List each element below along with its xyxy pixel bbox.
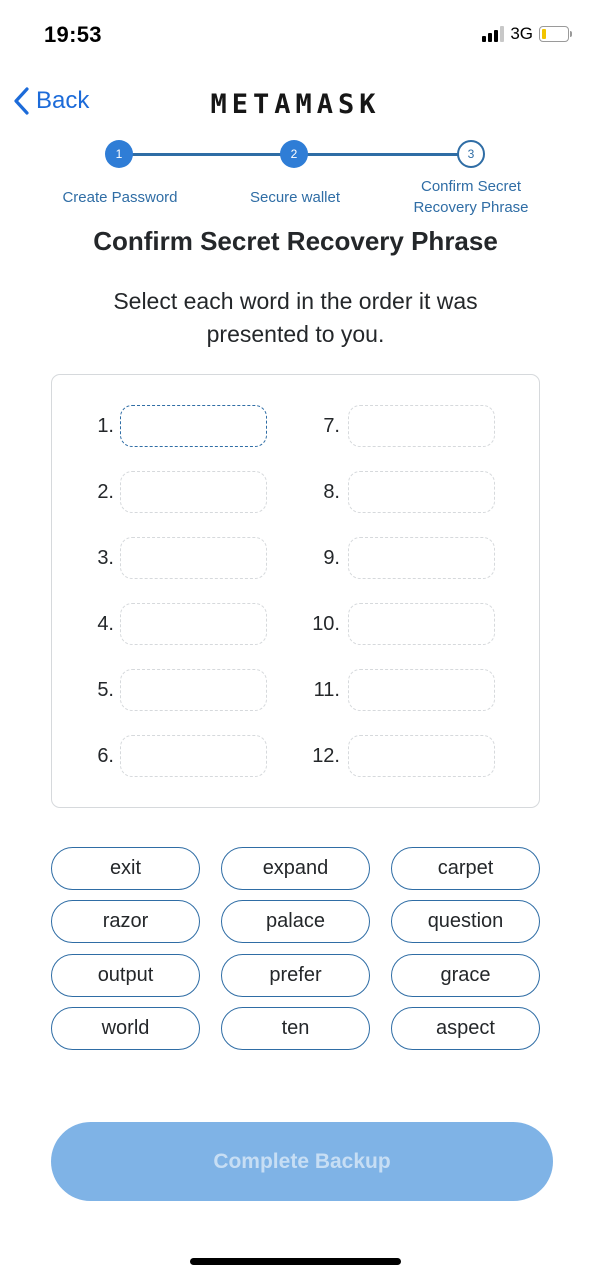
- slot-field[interactable]: [120, 735, 267, 777]
- slot-field[interactable]: [120, 603, 267, 645]
- word-chip[interactable]: expand: [221, 847, 370, 890]
- status-indicators: [482, 24, 569, 44]
- slot-field[interactable]: [120, 537, 267, 579]
- back-label: Back: [36, 87, 90, 114]
- slot-field[interactable]: [120, 471, 267, 513]
- slot-field[interactable]: [348, 603, 495, 645]
- slot-field[interactable]: [348, 669, 495, 711]
- slot-number: 12.: [312, 744, 340, 767]
- slot-field[interactable]: [348, 471, 495, 513]
- slot-field[interactable]: [120, 669, 267, 711]
- word-chip[interactable]: aspect: [391, 1007, 540, 1050]
- step-1-label: Create Password: [62, 189, 178, 206]
- slot-number: 5.: [97, 678, 114, 701]
- signal-icon: [482, 26, 504, 42]
- slot-number: 4.: [97, 612, 114, 635]
- phrase-slot-4[interactable]: [72, 603, 302, 645]
- step-connector: [118, 153, 298, 156]
- complete-backup-button[interactable]: Complete Backup: [51, 1122, 553, 1201]
- word-chip[interactable]: grace: [391, 954, 540, 997]
- phrase-slot-2[interactable]: [72, 471, 302, 513]
- step-connector: [293, 153, 473, 156]
- phrase-slot-6[interactable]: [72, 735, 302, 777]
- slot-field[interactable]: [348, 537, 495, 579]
- metamask-logo: METAMASK: [210, 89, 381, 120]
- slot-field[interactable]: [348, 405, 495, 447]
- slot-number: 1.: [97, 414, 114, 437]
- page-title: Confirm Secret Recovery Phrase: [93, 226, 498, 256]
- slot-number: 6.: [97, 744, 114, 767]
- step-2-label: Secure wallet: [249, 189, 341, 206]
- step-1-indicator: 1: [105, 140, 133, 168]
- slot-field[interactable]: [120, 405, 267, 447]
- phrase-slot-8[interactable]: [292, 471, 522, 513]
- slot-number: 8.: [323, 480, 340, 503]
- phrase-slot-10[interactable]: [292, 603, 522, 645]
- phrase-slot-12[interactable]: [292, 735, 522, 777]
- phrase-slot-9[interactable]: [292, 537, 522, 579]
- slot-number: 7.: [323, 414, 340, 437]
- word-chip[interactable]: world: [51, 1007, 200, 1050]
- step-3-indicator: 3: [457, 140, 485, 168]
- phrase-slot-3[interactable]: [72, 537, 302, 579]
- word-chip[interactable]: ten: [221, 1007, 370, 1050]
- word-chip[interactable]: question: [391, 900, 540, 943]
- phrase-slots-panel: [51, 374, 540, 808]
- network-type: 3G: [510, 24, 533, 43]
- phrase-slot-5[interactable]: [72, 669, 302, 711]
- word-chip[interactable]: palace: [221, 900, 370, 943]
- slot-field[interactable]: [348, 735, 495, 777]
- phrase-slot-11[interactable]: [292, 669, 522, 711]
- phrase-slot-1[interactable]: [72, 405, 302, 447]
- word-chip[interactable]: exit: [51, 847, 200, 890]
- word-chip[interactable]: razor: [51, 900, 200, 943]
- slot-number: 9.: [323, 546, 340, 569]
- slot-number: 2.: [97, 480, 114, 503]
- home-indicator: [190, 1258, 401, 1265]
- step-3-label: Confirm Secret Recovery Phrase: [413, 178, 529, 216]
- slot-number: 10.: [312, 612, 340, 635]
- slot-number: 3.: [97, 546, 114, 569]
- word-chip[interactable]: carpet: [391, 847, 540, 890]
- step-2-indicator: 2: [280, 140, 308, 168]
- slot-number: 11.: [313, 678, 340, 701]
- word-chip[interactable]: prefer: [221, 954, 370, 997]
- phrase-slot-7[interactable]: [292, 405, 522, 447]
- status-time: 19:53: [44, 22, 102, 47]
- battery-icon: [539, 26, 569, 42]
- word-chip[interactable]: output: [51, 954, 200, 997]
- page-subtitle: Select each word in the order it was presented to you.: [113, 288, 478, 347]
